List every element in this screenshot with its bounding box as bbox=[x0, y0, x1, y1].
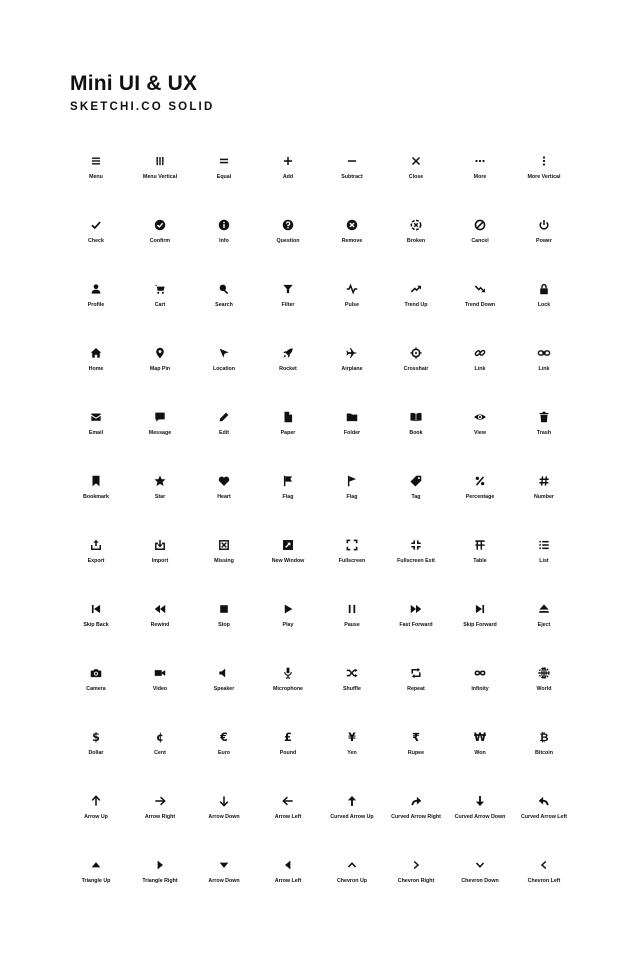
svg-text:£: £ bbox=[284, 731, 292, 744]
icon-label: Yen bbox=[347, 750, 357, 756]
icon-cell bbox=[512, 278, 576, 342]
icon-cell bbox=[256, 790, 320, 854]
curved-arrow-up-icon bbox=[345, 794, 359, 808]
icon-label: Map Pin bbox=[149, 366, 171, 372]
pound-icon bbox=[281, 730, 295, 744]
icon-label: Star bbox=[154, 494, 166, 500]
location-icon bbox=[217, 346, 231, 360]
repeat-icon bbox=[409, 666, 423, 680]
table-icon bbox=[473, 538, 487, 552]
chevron-left-icon bbox=[537, 858, 551, 872]
icon-cell bbox=[384, 150, 448, 214]
icon-label: Stop bbox=[218, 622, 230, 628]
icon-cell bbox=[256, 534, 320, 598]
triangle-up-icon bbox=[89, 858, 103, 872]
icon-label: Arrow Down bbox=[208, 814, 240, 820]
percentage-icon bbox=[473, 474, 487, 488]
icon-label: More bbox=[473, 174, 487, 180]
arrow-up-icon bbox=[89, 794, 103, 808]
icon-cell bbox=[64, 854, 128, 918]
speaker-icon bbox=[217, 666, 231, 680]
icon-label: Home bbox=[88, 366, 104, 372]
icon-cell bbox=[320, 278, 384, 342]
icon-cell bbox=[320, 598, 384, 662]
icon-label: Link bbox=[538, 366, 550, 372]
icon-cell bbox=[256, 342, 320, 406]
info-icon bbox=[217, 218, 231, 232]
icon-label: Menu bbox=[89, 174, 103, 180]
message-icon bbox=[153, 410, 167, 424]
icon-label: Missing bbox=[214, 558, 234, 564]
icon-label: Heart bbox=[217, 494, 231, 500]
svg-text:$: $ bbox=[92, 731, 100, 744]
icon-label: Play bbox=[282, 622, 294, 628]
icon-cell bbox=[256, 406, 320, 470]
more-vertical-icon bbox=[537, 154, 551, 168]
icon-label: Won bbox=[474, 750, 486, 756]
icon-cell bbox=[320, 854, 384, 918]
curved-arrow-down-icon bbox=[473, 794, 487, 808]
icon-cell bbox=[192, 150, 256, 214]
icon-cell bbox=[320, 406, 384, 470]
icon-cell bbox=[448, 726, 512, 790]
bitcoin-icon bbox=[537, 730, 551, 744]
icon-cell bbox=[512, 342, 576, 406]
world-icon bbox=[537, 666, 551, 680]
icon-cell bbox=[64, 662, 128, 726]
icon-label: Number bbox=[533, 494, 554, 500]
icon-cell bbox=[448, 470, 512, 534]
fullscreen-icon bbox=[345, 538, 359, 552]
icon-cell bbox=[256, 150, 320, 214]
icon-label: Chevron Right bbox=[397, 878, 435, 884]
svg-text:¢: ¢ bbox=[156, 731, 164, 744]
icon-label: Fullscreen bbox=[338, 558, 366, 564]
arrow-right-icon bbox=[153, 794, 167, 808]
icon-cell bbox=[256, 662, 320, 726]
icon-label: Cart bbox=[154, 302, 166, 308]
icon-cell bbox=[128, 342, 192, 406]
icon-label: Microphone bbox=[272, 686, 303, 692]
svg-text:¥: ¥ bbox=[348, 731, 356, 744]
icon-label: Book bbox=[409, 430, 423, 436]
home-icon bbox=[89, 346, 103, 360]
icon-label: Link bbox=[474, 366, 486, 372]
icon-label: Infinity bbox=[471, 686, 489, 692]
icon-label: Arrow Left bbox=[274, 814, 302, 820]
icon-label: Close bbox=[408, 174, 424, 180]
page-title: Mini UI & UX bbox=[70, 72, 198, 95]
icon-label: Filter bbox=[281, 302, 295, 308]
cent-icon bbox=[153, 730, 167, 744]
icon-cell bbox=[320, 726, 384, 790]
icon-label: Arrow Right bbox=[144, 814, 176, 820]
icon-cell bbox=[128, 662, 192, 726]
skip-forward-icon bbox=[473, 602, 487, 616]
icon-cell bbox=[512, 470, 576, 534]
icon-label: Triangle Up bbox=[81, 878, 111, 884]
icon-label: Rewind bbox=[150, 622, 170, 628]
lock-icon bbox=[537, 282, 551, 296]
icon-cell bbox=[256, 854, 320, 918]
microphone-icon bbox=[281, 666, 295, 680]
view-icon bbox=[473, 410, 487, 424]
icon-label: Percentage bbox=[465, 494, 495, 500]
equal-icon bbox=[217, 154, 231, 168]
skip-back-icon bbox=[89, 602, 103, 616]
missing-icon bbox=[217, 538, 231, 552]
icon-label: Cancel bbox=[471, 238, 489, 244]
crosshair-icon bbox=[409, 346, 423, 360]
icon-cell bbox=[320, 470, 384, 534]
map-pin-icon bbox=[153, 346, 167, 360]
shuffle-icon bbox=[345, 666, 359, 680]
icon-cell bbox=[384, 726, 448, 790]
icon-cell bbox=[64, 406, 128, 470]
icon-label: Location bbox=[212, 366, 236, 372]
camera-icon bbox=[89, 666, 103, 680]
icon-label: Trash bbox=[536, 430, 552, 436]
icon-cell bbox=[128, 406, 192, 470]
number-icon bbox=[537, 474, 551, 488]
icon-label: Trend Up bbox=[404, 302, 428, 308]
icon-cell bbox=[64, 214, 128, 278]
icon-label: Pulse bbox=[344, 302, 360, 308]
icon-label: Arrow Left bbox=[274, 878, 302, 884]
icon-label: Arrow Down bbox=[208, 878, 240, 884]
menu-vertical-icon bbox=[153, 154, 167, 168]
icon-cell bbox=[384, 214, 448, 278]
tag-icon bbox=[409, 474, 423, 488]
chevron-up-icon bbox=[345, 858, 359, 872]
icon-label: Euro bbox=[217, 750, 231, 756]
icon-cell bbox=[192, 790, 256, 854]
icon-label: Remove bbox=[341, 238, 363, 244]
icon-cell bbox=[512, 790, 576, 854]
icon-cell bbox=[192, 214, 256, 278]
icon-cell bbox=[64, 278, 128, 342]
icon-cell bbox=[128, 534, 192, 598]
airplane-icon bbox=[345, 346, 359, 360]
subtract-icon bbox=[345, 154, 359, 168]
icon-cell bbox=[320, 662, 384, 726]
paper-icon bbox=[281, 410, 295, 424]
icon-cell bbox=[512, 726, 576, 790]
icon-grid bbox=[64, 150, 576, 918]
icon-label: Speaker bbox=[213, 686, 235, 692]
icon-label: View bbox=[474, 430, 486, 436]
icon-cell bbox=[128, 854, 192, 918]
icon-cell bbox=[128, 214, 192, 278]
icon-cell bbox=[320, 342, 384, 406]
icon-cell bbox=[448, 662, 512, 726]
icon-cell bbox=[256, 214, 320, 278]
icon-cell bbox=[64, 726, 128, 790]
cancel-icon bbox=[473, 218, 487, 232]
flag-icon bbox=[281, 474, 295, 488]
icon-label: Import bbox=[151, 558, 169, 564]
icon-label: Broken bbox=[406, 238, 426, 244]
icon-cell bbox=[192, 854, 256, 918]
close-icon bbox=[409, 154, 423, 168]
icon-label: Subtract bbox=[341, 174, 363, 180]
icon-cell bbox=[320, 534, 384, 598]
icon-cell bbox=[512, 534, 576, 598]
icon-label: Menu Vertical bbox=[142, 174, 178, 180]
icon-cell bbox=[256, 598, 320, 662]
icon-cell bbox=[384, 598, 448, 662]
icon-cell bbox=[448, 214, 512, 278]
icon-cell bbox=[320, 790, 384, 854]
icon-label: Airplane bbox=[341, 366, 363, 372]
arrow-down-triangle-icon bbox=[217, 858, 231, 872]
icon-label: Crosshair bbox=[403, 366, 429, 372]
book-icon bbox=[409, 410, 423, 424]
icon-label: Chevron Down bbox=[461, 878, 499, 884]
icon-cell bbox=[256, 470, 320, 534]
icon-cell bbox=[128, 150, 192, 214]
arrow-left-icon bbox=[281, 794, 295, 808]
icon-label: Curved Arrow Right bbox=[391, 814, 441, 820]
icon-label: Camera bbox=[86, 686, 106, 692]
list-icon bbox=[537, 538, 551, 552]
icon-label: Skip Forward bbox=[463, 622, 497, 628]
icon-cell bbox=[320, 150, 384, 214]
link-horizontal-icon bbox=[537, 346, 551, 360]
icon-label: Chevron Left bbox=[527, 878, 561, 884]
icon-label: Dollar bbox=[88, 750, 104, 756]
icon-cell bbox=[64, 790, 128, 854]
icon-label: Search bbox=[215, 302, 233, 308]
icon-label: Folder bbox=[343, 430, 361, 436]
icon-cell bbox=[192, 278, 256, 342]
curved-arrow-right-icon bbox=[409, 794, 423, 808]
icon-label: Rupee bbox=[407, 750, 425, 756]
menu-icon bbox=[89, 154, 103, 168]
icon-label: Fullscreen Exit bbox=[397, 558, 435, 564]
power-icon bbox=[537, 218, 551, 232]
icon-cell bbox=[384, 854, 448, 918]
cart-icon bbox=[153, 282, 167, 296]
icon-cell bbox=[448, 854, 512, 918]
icon-label: Flag bbox=[282, 494, 294, 500]
icon-label: Repeat bbox=[407, 686, 425, 692]
svg-text:₩: ₩ bbox=[473, 731, 487, 744]
icon-cell bbox=[448, 406, 512, 470]
icon-label: Email bbox=[88, 430, 104, 436]
icon-cell bbox=[64, 342, 128, 406]
rewind-icon bbox=[153, 602, 167, 616]
icon-cell bbox=[512, 214, 576, 278]
star-icon bbox=[153, 474, 167, 488]
icon-label: Skip Back bbox=[83, 622, 109, 628]
icon-label: Bitcoin bbox=[535, 750, 553, 756]
icon-label: Curved Arrow Left bbox=[520, 814, 567, 820]
icon-cell bbox=[448, 598, 512, 662]
question-icon bbox=[281, 218, 295, 232]
icon-label: New Window bbox=[271, 558, 305, 564]
bookmark-icon bbox=[89, 474, 103, 488]
icon-label: Table bbox=[473, 558, 487, 564]
remove-icon bbox=[345, 218, 359, 232]
icon-label: Pause bbox=[344, 622, 360, 628]
icon-label: Edit bbox=[218, 430, 229, 436]
icon-label: Confirm bbox=[149, 238, 171, 244]
icon-cell bbox=[512, 598, 576, 662]
trend-up-icon bbox=[409, 282, 423, 296]
eject-icon bbox=[537, 602, 551, 616]
yen-icon bbox=[345, 730, 359, 744]
flag-alt-icon bbox=[345, 474, 359, 488]
icon-cell bbox=[384, 406, 448, 470]
confirm-icon bbox=[153, 218, 167, 232]
icon-cell bbox=[128, 278, 192, 342]
chevron-right-icon bbox=[409, 858, 423, 872]
icon-cell bbox=[512, 662, 576, 726]
add-icon bbox=[281, 154, 295, 168]
svg-text:₹: ₹ bbox=[412, 731, 420, 744]
icon-label: Add bbox=[282, 174, 294, 180]
icon-cell bbox=[384, 278, 448, 342]
broken-icon bbox=[409, 218, 423, 232]
icon-cell bbox=[192, 662, 256, 726]
svg-text:€: € bbox=[220, 731, 228, 744]
stop-icon bbox=[217, 602, 231, 616]
icon-label: Profile bbox=[87, 302, 105, 308]
icon-label: Arrow Up bbox=[84, 814, 108, 820]
icon-label: World bbox=[536, 686, 552, 692]
icon-label: Shuffle bbox=[343, 686, 361, 692]
search-icon bbox=[217, 282, 231, 296]
icon-label: Fast Forward bbox=[399, 622, 433, 628]
icon-label: Chevron Up bbox=[336, 878, 368, 884]
fullscreen-exit-icon bbox=[409, 538, 423, 552]
fast-forward-icon bbox=[409, 602, 423, 616]
arrow-down-icon bbox=[217, 794, 231, 808]
icon-cell bbox=[192, 534, 256, 598]
icon-label: Pound bbox=[279, 750, 297, 756]
icon-cell bbox=[64, 598, 128, 662]
icon-cell bbox=[384, 342, 448, 406]
icon-cell bbox=[448, 534, 512, 598]
dollar-icon bbox=[89, 730, 103, 744]
icon-cell bbox=[448, 790, 512, 854]
arrow-left-triangle-icon bbox=[281, 858, 295, 872]
icon-cell bbox=[256, 278, 320, 342]
trend-down-icon bbox=[473, 282, 487, 296]
icon-cell bbox=[192, 598, 256, 662]
edit-icon bbox=[217, 410, 231, 424]
pause-icon bbox=[345, 602, 359, 616]
icon-label: Check bbox=[88, 238, 104, 244]
icon-cell bbox=[384, 470, 448, 534]
icon-cell bbox=[448, 278, 512, 342]
chevron-down-icon bbox=[473, 858, 487, 872]
icon-label: Paper bbox=[280, 430, 296, 436]
icon-label: Triangle Right bbox=[142, 878, 178, 884]
icon-cell bbox=[128, 598, 192, 662]
icon-label: Question bbox=[276, 238, 300, 244]
heart-icon bbox=[217, 474, 231, 488]
icon-label: Bookmark bbox=[83, 494, 109, 500]
icon-cell bbox=[192, 406, 256, 470]
icon-label: Cent bbox=[154, 750, 166, 756]
icon-cell bbox=[512, 854, 576, 918]
icon-label: Export bbox=[87, 558, 105, 564]
video-icon bbox=[153, 666, 167, 680]
icon-cell bbox=[192, 342, 256, 406]
icon-cell bbox=[384, 534, 448, 598]
rocket-icon bbox=[281, 346, 295, 360]
icon-label: Flag bbox=[346, 494, 358, 500]
icon-label: Curved Arrow Down bbox=[454, 814, 506, 820]
svg-text:₿: ₿ bbox=[539, 731, 549, 744]
icon-label: List bbox=[539, 558, 549, 564]
icon-label: Curved Arrow Up bbox=[330, 814, 374, 820]
folder-icon bbox=[345, 410, 359, 424]
rupee-icon bbox=[409, 730, 423, 744]
import-icon bbox=[153, 538, 167, 552]
trash-icon bbox=[537, 410, 551, 424]
icon-cell bbox=[512, 150, 576, 214]
play-icon bbox=[281, 602, 295, 616]
icon-label: Message bbox=[148, 430, 172, 436]
icon-label: Power bbox=[536, 238, 552, 244]
icon-cell bbox=[128, 790, 192, 854]
export-icon bbox=[89, 538, 103, 552]
icon-cell bbox=[448, 150, 512, 214]
profile-icon bbox=[89, 282, 103, 296]
curved-arrow-left-icon bbox=[537, 794, 551, 808]
icon-cell bbox=[128, 726, 192, 790]
link-icon bbox=[473, 346, 487, 360]
icon-label: Rocket bbox=[279, 366, 297, 372]
email-icon bbox=[89, 410, 103, 424]
triangle-right-icon bbox=[153, 858, 167, 872]
pulse-icon bbox=[345, 282, 359, 296]
check-icon bbox=[89, 218, 103, 232]
icon-label: Lock bbox=[537, 302, 551, 308]
icon-cell bbox=[64, 150, 128, 214]
icon-cell bbox=[64, 470, 128, 534]
filter-icon bbox=[281, 282, 295, 296]
icon-label: More Vertical bbox=[527, 174, 561, 180]
icon-label: Tag bbox=[411, 494, 421, 500]
icon-label: Info bbox=[219, 238, 229, 244]
won-icon bbox=[473, 730, 487, 744]
icon-label: Video bbox=[152, 686, 168, 692]
icon-cell bbox=[512, 406, 576, 470]
icon-label: Equal bbox=[216, 174, 232, 180]
icon-cell bbox=[384, 662, 448, 726]
icon-cell bbox=[64, 534, 128, 598]
euro-icon bbox=[217, 730, 231, 744]
icon-label: Eject bbox=[537, 622, 551, 628]
new-window-icon bbox=[281, 538, 295, 552]
icon-cell bbox=[128, 470, 192, 534]
icon-cell bbox=[192, 726, 256, 790]
icon-cell bbox=[192, 470, 256, 534]
page-subtitle: SKETCHI.CO SOLID bbox=[70, 101, 215, 113]
icon-label: Trend Down bbox=[464, 302, 496, 308]
icon-cell bbox=[448, 342, 512, 406]
more-icon bbox=[473, 154, 487, 168]
icon-cell bbox=[320, 214, 384, 278]
icon-cell bbox=[384, 790, 448, 854]
icon-cell bbox=[256, 726, 320, 790]
infinity-icon bbox=[473, 666, 487, 680]
